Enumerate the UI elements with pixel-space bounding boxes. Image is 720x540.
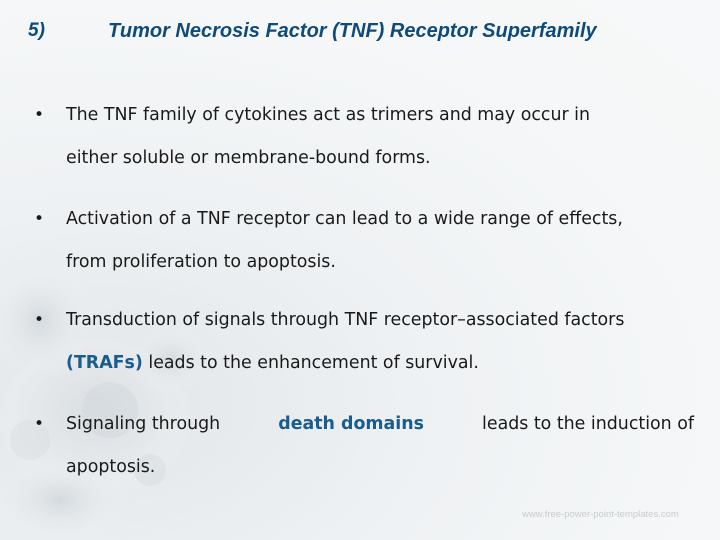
bullet-line-2: apoptosis. xyxy=(66,457,156,477)
traf-highlight: (TRAFs) xyxy=(66,353,143,373)
bullet-line-2: from proliferation to apoptosis. xyxy=(66,252,336,272)
bullet-item xyxy=(30,299,694,385)
bullet-item xyxy=(30,94,694,180)
slide-title: Tumor Necrosis Factor (TNF) Receptor Superfamily xyxy=(108,20,597,42)
bullet-line-1: The TNF family of cytokines act as trimers and may occur in xyxy=(66,105,591,125)
death-domains-highlight: death domains xyxy=(278,414,424,434)
bullet-line-1: Transduction of signals through TNF receptor–associated factors xyxy=(66,310,625,330)
watermark-text: www.free-power-point-templates.com xyxy=(522,509,679,520)
bullet-glyph: • xyxy=(34,414,45,434)
bullet-line-2-rest: leads to the enhancement of survival. xyxy=(142,353,479,373)
bullet-text xyxy=(66,94,694,137)
slide-number: 5) xyxy=(28,20,45,41)
bullet-list xyxy=(30,94,694,507)
bullet-line-2: either soluble or membrane-bound forms. xyxy=(66,148,431,168)
bullet-glyph: • xyxy=(34,310,45,330)
bullet-line-1 xyxy=(66,403,694,446)
bullet-item xyxy=(30,403,694,489)
bullet-line-1-a: Signaling through xyxy=(66,414,226,434)
bullet-glyph: • xyxy=(34,105,45,125)
bullet-line-1-b: leads to the induction of xyxy=(476,414,694,434)
bullet-glyph: • xyxy=(34,209,45,229)
bullet-item xyxy=(30,198,694,284)
bullet-line-1: Activation of a TNF receptor can lead to a wide range of effects, xyxy=(66,209,623,229)
bullet-line-2 xyxy=(66,342,694,385)
